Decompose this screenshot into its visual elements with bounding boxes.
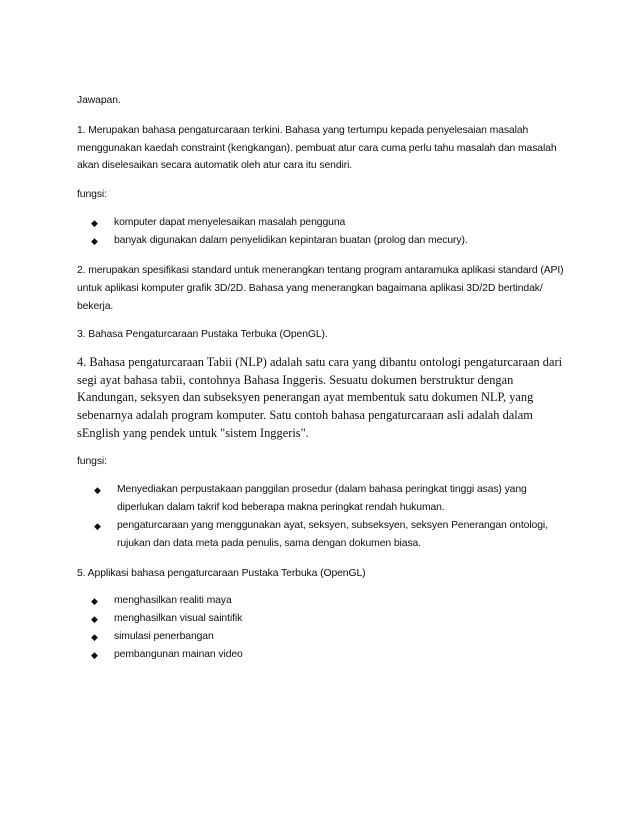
list-item: ◆ simulasi penerbangan	[77, 628, 567, 646]
bullet-icon: ◆	[91, 595, 98, 606]
answer-2: 2. merupakan spesifikasi standard untuk menerangkan tentang program antaramuka aplikasi standard (API) untuk aplikasi komputer grafik 3D/2D. Bahasa yang menerangkan bagaimana aplikasi 3D/2D bertindak/ bekerja.	[77, 264, 564, 312]
list-item: ◆ komputer dapat menyelesaikan masalah pengguna	[77, 214, 567, 232]
heading-jawapan: Jawapan.	[77, 95, 121, 106]
bullet-icon: ◆	[91, 217, 98, 228]
answer-5: 5. Applikasi bahasa pengaturcaraan Pustaka Terbuka (OpenGL)	[77, 567, 366, 579]
list-item: ◆ menghasilkan visual saintifik	[77, 610, 567, 628]
list-item: ◆ Menyediakan perpustakaan panggilan prosedur (dalam bahasa peringkat tinggi asas) yang diperlukan dalam takrif kod beberapa makna peringkat rendah hukuman.	[77, 481, 567, 517]
fungsi-label-1: fungsi:	[77, 189, 107, 201]
fungsi-list-2	[77, 481, 567, 553]
bullet-icon: ◆	[91, 631, 98, 642]
list-item: ◆ menghasilkan realiti maya	[77, 592, 567, 610]
list-item: ◆ pengaturcaraan yang menggunakan ayat, seksyen, subseksyen, seksyen Penerangan ontologi, rujukan dan data meta pada penulis, sama dengan dokumen biasa.	[77, 517, 567, 553]
bullet-icon: ◆	[91, 613, 98, 624]
answer-4: 4. Bahasa pengaturcaraan Tabii (NLP) adalah satu cara yang dibantu ontologi pengaturcaraan dari segi ayat bahasa tabii, contohnya Bahasa Inggeris. Sesuatu dokumen berstruktur dengan Kandungan, seksyen dan subseksyen penerangan ayat membentuk satu dokumen NLP, yang sebenarnya adalah program komputer. Satu contoh bahasa pengaturcaraan asli adalah dalam sEnglish yang pendek untuk "sistem Inggeris".	[77, 355, 563, 440]
document-body	[77, 92, 567, 676]
bullet-icon: ◆	[94, 484, 101, 495]
fungsi-list-1	[77, 214, 567, 250]
bullet-icon: ◆	[91, 235, 98, 246]
answer-3: 3. Bahasa Pengaturcaraan Pustaka Terbuka (OpenGL).	[77, 329, 328, 341]
bullet-icon: ◆	[91, 649, 98, 660]
list-item: ◆ pembangunan mainan video	[77, 646, 567, 664]
fungsi-label-2: fungsi:	[77, 456, 107, 468]
bullet-icon: ◆	[94, 520, 101, 531]
list-item: ◆ banyak digunakan dalam penyelidikan kepintaran buatan (prolog dan mecury).	[77, 232, 567, 250]
app-list	[77, 592, 567, 664]
answer-1: 1. Merupakan bahasa pengaturcaraan terkini. Bahasa yang tertumpu kepada penyelesaian masalah menggunakan kaedah constraint (kengkangan). pembuat atur cara cuma perlu tahu masalah dan masalah akan diselesaikan secara automatik oleh atur cara itu sendiri.	[77, 124, 557, 172]
